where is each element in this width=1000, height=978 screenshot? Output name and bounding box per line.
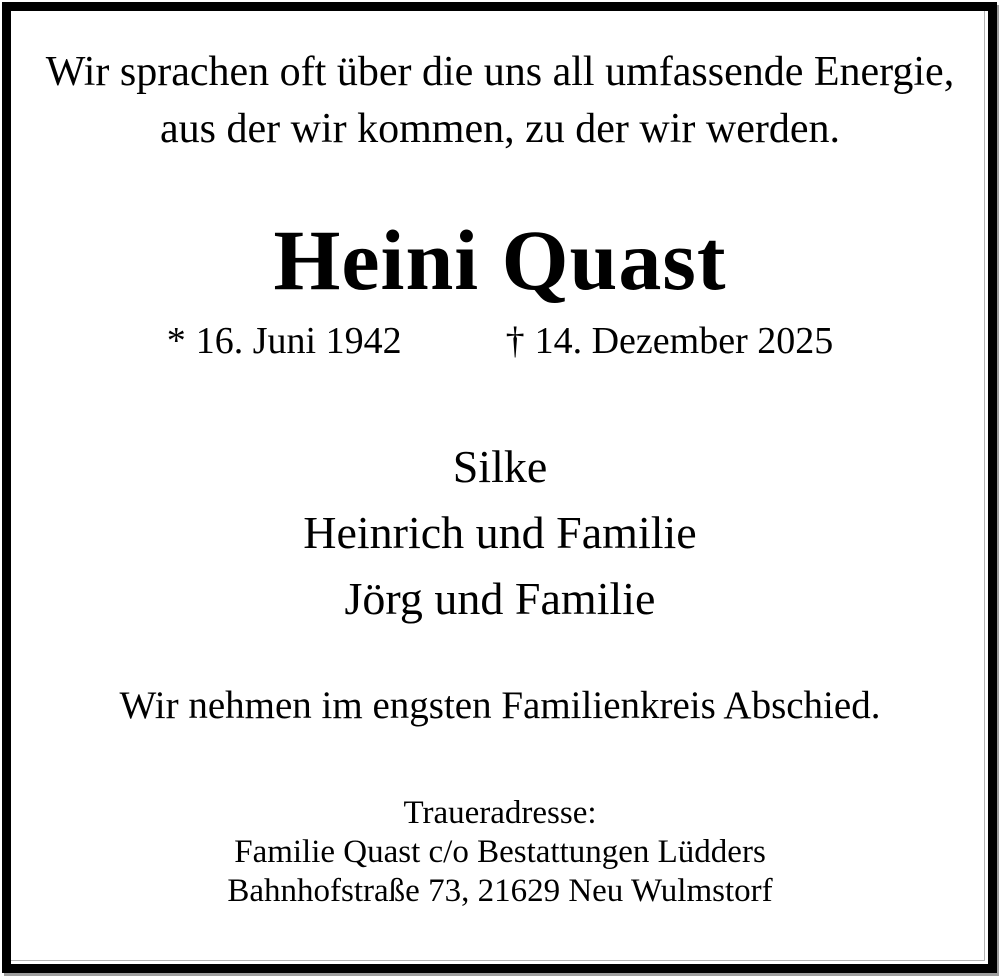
mourner-name: Silke bbox=[452, 441, 548, 492]
mourning-address-line-1: Familie Quast c/o Bestattungen Lüdders bbox=[234, 834, 766, 870]
mourning-address-block bbox=[0, 794, 1000, 911]
death-date-text: 14. Dezember 2025 bbox=[534, 320, 834, 362]
birth-date bbox=[167, 319, 402, 364]
mourner-name: Heinrich und Familie bbox=[303, 507, 697, 558]
mourner-name: Jörg und Familie bbox=[344, 573, 656, 624]
mourning-address-line-2: Bahnhofstraße 73, 21629 Neu Wulmstorf bbox=[227, 873, 773, 909]
deceased-name: Heini Quast bbox=[273, 212, 727, 308]
life-dates bbox=[0, 319, 1000, 364]
opening-quote-line-1: Wir sprachen oft über die uns all umfassende Energie, bbox=[45, 49, 955, 95]
farewell-line: Wir nehmen im engsten Familienkreis Abschied. bbox=[119, 684, 881, 727]
death-dagger-symbol: † bbox=[505, 320, 525, 362]
mourning-address-heading: Traueradresse: bbox=[403, 795, 597, 831]
death-date bbox=[506, 319, 834, 364]
birth-star-symbol: * bbox=[166, 320, 186, 362]
mourners-list bbox=[0, 434, 1000, 632]
birth-date-text: 16. Juni 1942 bbox=[195, 320, 402, 362]
opening-quote bbox=[0, 44, 1000, 158]
opening-quote-line-2: aus der wir kommen, zu der wir werden. bbox=[160, 106, 840, 152]
